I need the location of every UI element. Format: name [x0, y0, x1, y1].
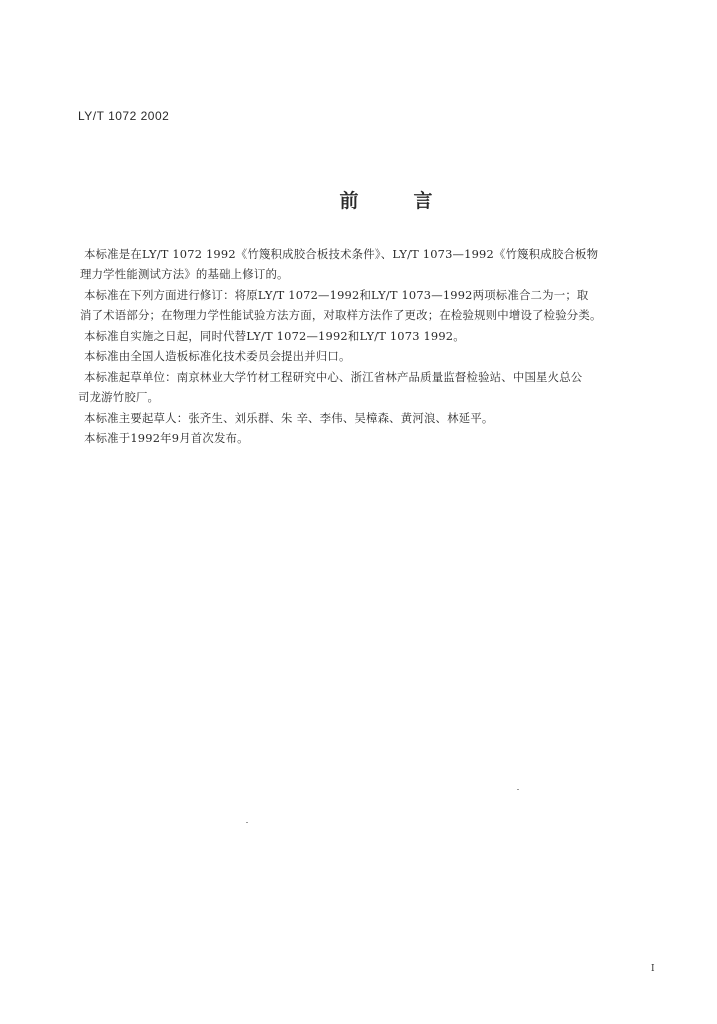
paragraph-3: 本标准自实施之日起，同时代替LY/T 1072—1992和LY/T 1073 1992。 [84, 329, 465, 343]
page-title: 前言 [339, 190, 488, 212]
page-number: I [651, 964, 655, 974]
paragraph-4: 本标准由全国人造板标准化技术委员会提出并归口。 [84, 349, 351, 363]
scan-speck [246, 822, 248, 823]
standard-code: LY/T 1072 2002 [78, 109, 170, 123]
paragraph-1-line-2: 理力学性能测试方法》的基础上修订的。 [80, 267, 289, 281]
paragraph-5-line-2: 司龙游竹胶厂。 [78, 390, 160, 404]
paragraph-7: 本标准于1992年9月首次发布。 [84, 431, 249, 445]
paragraph-5-line-1: 本标准起草单位：南京林业大学竹材工程研究中心、浙江省林产品质量监督检验站、中国星火总公 [84, 370, 583, 384]
paragraph-2-line-1: 本标准在下列方面进行修订：将原LY/T 1072—1992和LY/T 1073—1992两项标准合二为一；取 [84, 288, 589, 302]
scan-speck [517, 789, 519, 790]
paragraph-2-line-2: 消了术语部分；在物理力学性能试验方法方面，对取样方法作了更改；在检验规则中增设了检验分类。 [80, 308, 602, 322]
paragraph-1-line-1: 本标准是在LY/T 1072 1992《竹篾积成胶合板技术条件》、LY/T 1073—1992《竹篾积成胶合板物 [84, 247, 599, 261]
paragraph-6: 本标准主要起草人：张齐生、刘乐群、朱 辛、李伟、吴樟森、黄河浪、林延平。 [84, 411, 494, 425]
